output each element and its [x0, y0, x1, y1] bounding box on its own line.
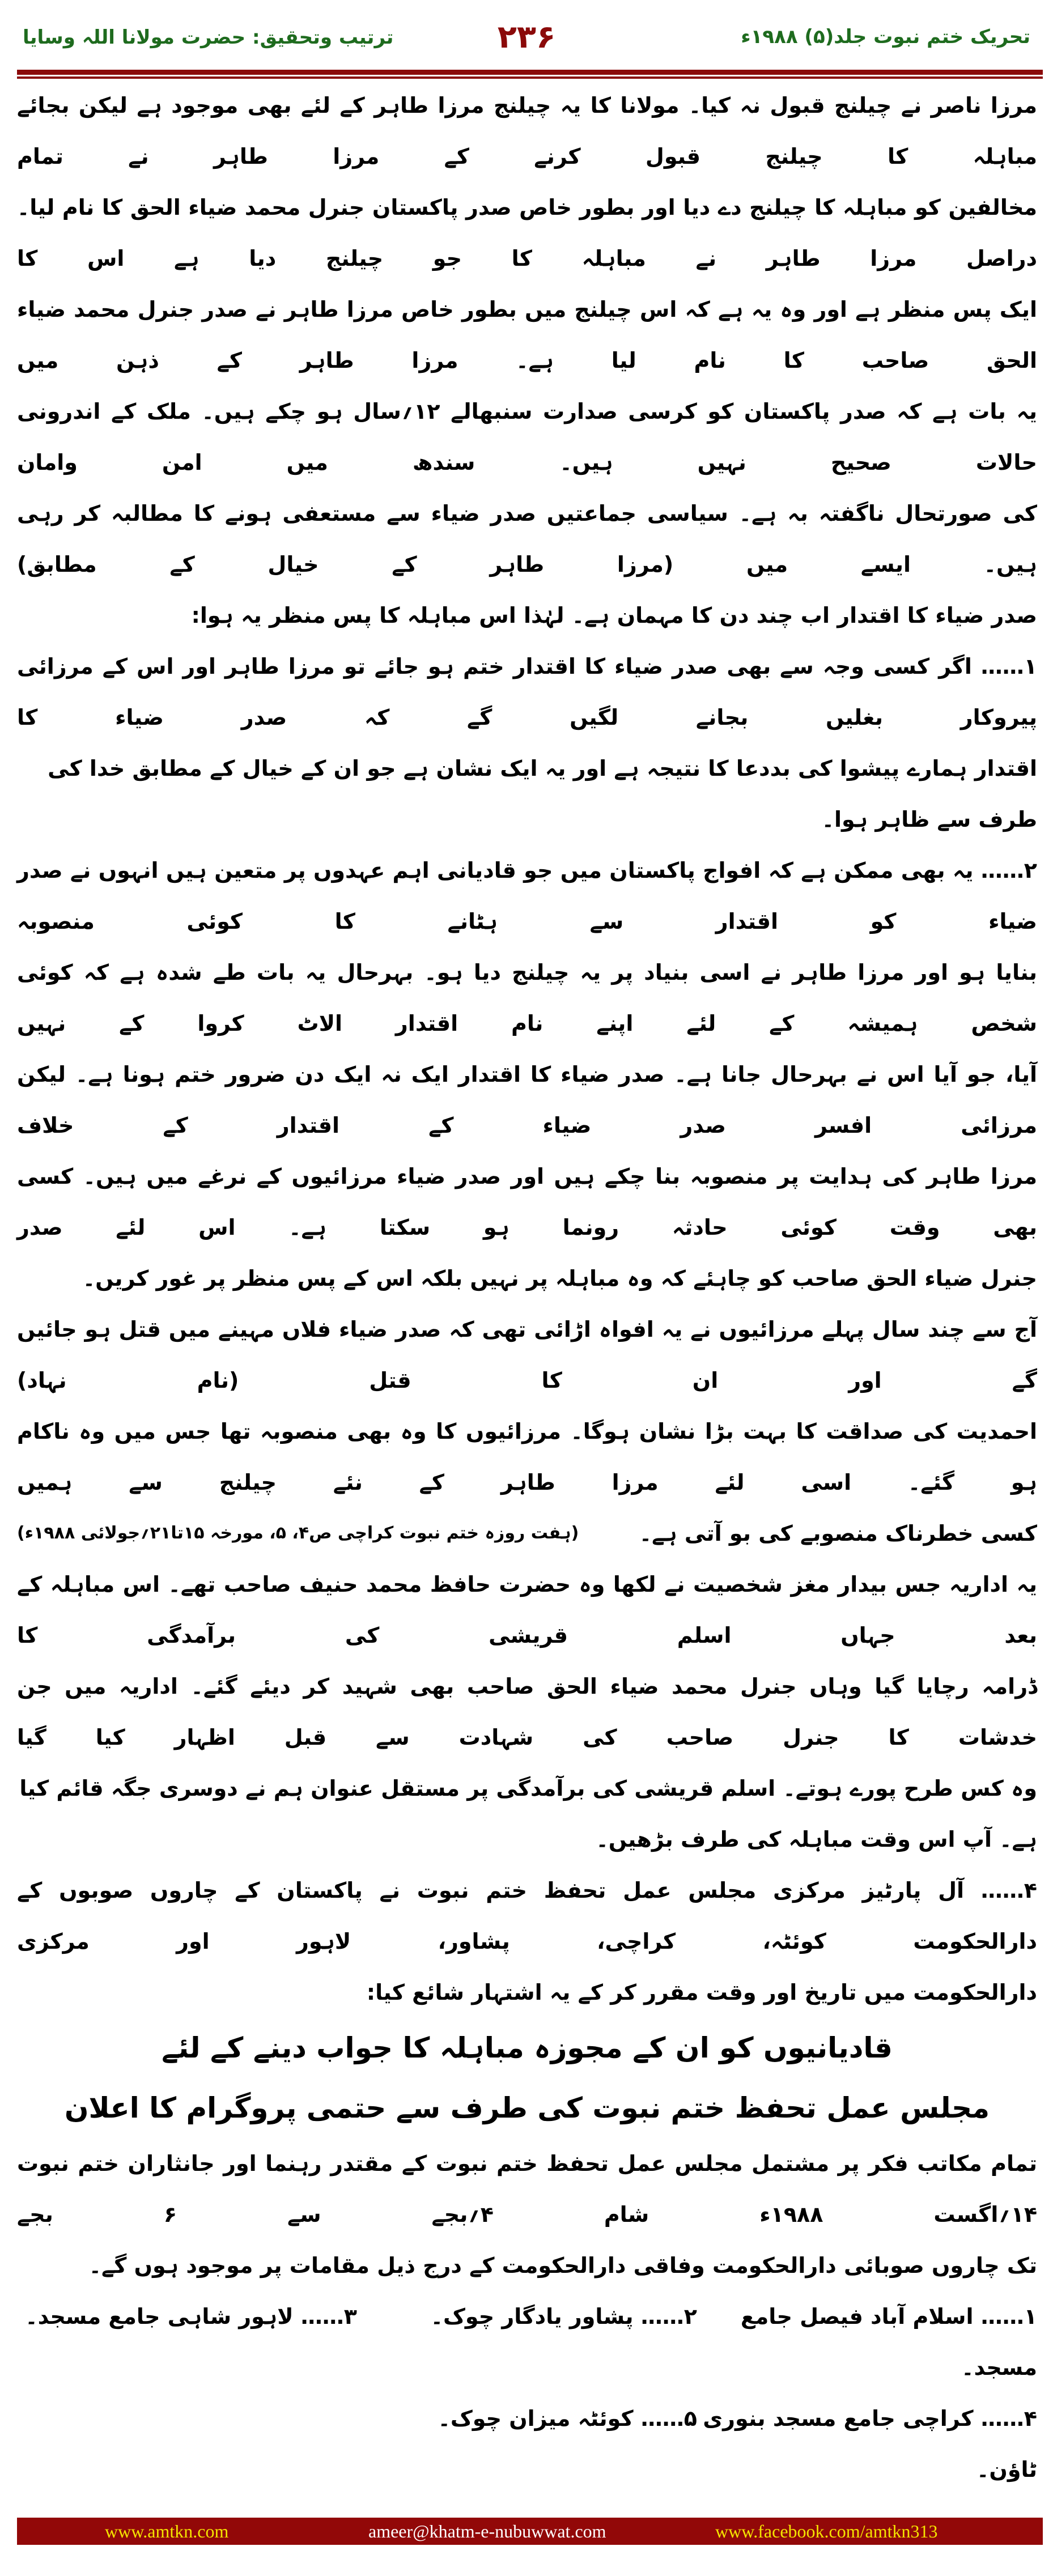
- location-item: ۱…… اسلام آباد فیصل جامع مسجد۔: [740, 2304, 1037, 2380]
- text-line: وہ کس طرح پورے ہوتے۔ اسلم قریشی کی برآمدگی پر مستقل عنوان ہم نے دوسری جگہ قائم کیا ہے۔ آپ اس وقت مباہلہ کی طرف بڑھیں۔: [19, 1776, 1037, 1852]
- text-line: یہ بات ہے کہ صدر پاکستان کو کرسی صدارت سنبھالے ۱۲؍سال ہو چکے ہیں۔ ملک کے اندرونی حالات صحیح نہیں ہیں۔ سندھ میں امن وامان: [17, 399, 1037, 475]
- text-line: دارالحکومت میں تاریخ اور وقت مقرر کر کے یہ اشتہار شائع کیا:: [366, 1980, 1037, 2005]
- text-line-with-citation: [17, 1508, 1037, 1559]
- page-number: ۲۳۶: [497, 18, 556, 56]
- compiler-credit: ترتیب وتحقیق: حضرت مولانا اللہ وسایا: [23, 25, 394, 49]
- text-line: مخالفین کو مباہلہ کا چیلنج دے دیا اور بطور خاص صدر پاکستان جنرل محمد ضیاء الحق کا نام لیا۔ دراصل مرزا طاہر نے مباہلہ کا جو چیلنج دیا ہے اس کا: [17, 195, 1037, 271]
- announcement-heading: قادیانیوں کو ان کے مجوزہ مباہلہ کا جواب دینے کے لئے: [162, 2031, 893, 2064]
- text-line: ۲…… یہ بھی ممکن ہے کہ افواج پاکستان میں جو قادیانی اہم عہدوں پر متعین ہیں انہوں نے صدر ضیاء کو اقتدار سے ہٹانے کا کوئی منصوبہ: [17, 858, 1037, 934]
- text-line: مرزا طاہر کی ہدایت پر منصوبہ بنا چکے ہیں اور صدر ضیاء مرزائیوں کے نرغے میں ہیں۔ کسی بھی وقت کوئی حادثہ رونما ہو سکتا ہے۔ اس لئے صدر: [17, 1164, 1037, 1240]
- location-item: ۵…… کوئٹہ میزان چوک۔: [438, 2406, 697, 2431]
- text-line: احمدیت کی صداقت کا بہت بڑا نشان ہوگا۔ مرزائیوں کا وہ بھی منصوبہ تھا جس میں وہ ناکام ہو گئے۔ اسی لئے مرزا طاہر کے نئے چیلنج سے ہمیں: [17, 1419, 1037, 1495]
- text-line: ۴…… آل پارٹیز مرکزی مجلس عمل تحفظ ختم نبوت نے پاکستان کے چاروں صوبوں کے دارالحکومت کوئٹہ، کراچی، پشاور، لاہور اور مرکزی: [17, 1878, 1037, 1954]
- website-link[interactable]: www.amtkn.com: [105, 2521, 229, 2541]
- text-line: مرزا ناصر نے چیلنج قبول نہ کیا۔ مولانا کا یہ چیلنج مرزا طاہر کے لئے بھی موجود ہے لیکن بجائے مباہلہ کا چیلنج قبول کرنے کے مرزا طاہر نے تمام: [17, 93, 1037, 169]
- text-line: آج سے چند سال پہلے مرزائیوں نے یہ افواہ اڑائی تھی کہ صدر ضیاء فلاں مہینے میں قتل ہو جائیں گے اور ان کا قتل (نام نہاد): [17, 1317, 1037, 1393]
- book-title: تحریک ختم نبوت جلد(۵) ۱۹۸۸ء: [741, 25, 1030, 48]
- text-line: کسی خطرناک منصوبے کی بو آتی ہے۔: [639, 1521, 1037, 1546]
- text-line: جنرل ضیاء الحق صاحب کو چاہئے کہ وہ مباہلہ پر نہیں بلکہ اس کے پس منظر پر غور کریں۔: [82, 1266, 1037, 1291]
- text-line: صدر ضیاء کا اقتدار اب چند دن کا مہمان ہے۔ لہٰذا اس مباہلہ کا پس منظر یہ ہوا:: [191, 603, 1037, 628]
- text-line: آیا، جو آیا اس نے بہرحال جانا ہے۔ صدر ضیاء کا اقتدار ایک نہ ایک دن ضرور ختم ہونا ہے۔ لیکن مرزائی افسر صدر ضیاء کے اقتدار کے خلاف: [17, 1062, 1037, 1138]
- facebook-link[interactable]: www.facebook.com/amtkn313: [715, 2521, 938, 2541]
- text-line: بنایا ہو اور مرزا طاہر نے اسی بنیاد پر یہ چیلنج دیا ہو۔ بہرحال یہ بات طے شدہ ہے کہ کوئی شخص ہمیشہ کے لئے اپنے نام اقتدار الاٹ کروا کے نہیں: [17, 960, 1037, 1036]
- header-rule-thick: [17, 70, 1043, 75]
- citation: (ہفت روزہ ختم نبوت کراچی ص۴، ۵، مورخہ ۱۵تا۲۱؍جولائی ۱۹۸۸ء): [17, 1523, 579, 1543]
- text-line: اقتدار ہمارے پیشوا کی بددعا کا نتیجہ ہے اور یہ ایک نشان ہے جو ان کے خیال کے مطابق خدا کی طرف سے ظاہر ہوا۔: [48, 756, 1037, 832]
- text-line: ڈرامہ رچایا گیا وہاں جنرل محمد ضیاء الحق صاحب بھی شہید کر دیئے گئے۔ اداریہ میں جن خدشات کا جنرل صاحب کی شہادت سے قبل اظہار کیا گیا: [17, 1674, 1037, 1750]
- announcement-heading: مجلس عمل تحفظ ختم نبوت کی طرف سے حتمی پروگرام کا اعلان: [64, 2092, 990, 2124]
- location-item: ۴…… کراچی جامع مسجد بنوری ٹاؤن۔: [703, 2406, 1037, 2482]
- announcement-text: تمام مکاتب فکر پر مشتمل مجلس عمل تحفظ ختم نبوت کے مقتدر رہنما اور جانثاران ختم نبوت ۱۴؍اگست ۱۹۸۸ء شام ۴؍بجے سے ۶ بجے: [17, 2151, 1038, 2227]
- email-link[interactable]: ameer@khatm-e-nubuwwat.com: [368, 2521, 606, 2541]
- announcement-text: تک چاروں صوبائی دارالحکومت وفاقی دارالحکومت کے درج ذیل مقامات پر موجود ہوں گے۔: [88, 2253, 1037, 2278]
- location-list: [17, 2291, 1037, 2393]
- text-line: ایک پس منظر ہے اور وہ یہ ہے کہ اس چیلنج میں بطور خاص مرزا طاہر نے صدر جنرل محمد ضیاء الحق صاحب کا نام لیا ہے۔ مرزا طاہر کے ذہن میں: [17, 297, 1037, 373]
- text-line: کی صورتحال ناگفتہ بہ ہے۔ سیاسی جماعتیں صدر ضیاء سے مستعفی ہونے کا مطالبہ کر رہی ہیں۔ ایسے میں (مرزا طاہر کے خیال کے مطابق): [17, 501, 1037, 577]
- page-body: [17, 80, 1037, 2495]
- footer-bar: [17, 2518, 1043, 2545]
- text-line: یہ اداریہ جس بیدار مغز شخصیت نے لکھا وہ حضرت حافظ محمد حنیف صاحب تھے۔ اس مباہلہ کے بعد جہاں اسلم قریشی کی برآمدگی کا: [17, 1572, 1037, 1648]
- header-rule-thin: [17, 76, 1043, 79]
- location-item: ۳…… لاہور شاہی جامع مسجد۔: [25, 2304, 357, 2329]
- text-line: ۱…… اگر کسی وجہ سے بھی صدر ضیاء کا اقتدار ختم ہو جائے تو مرزا طاہر اور اس کے مرزائی پیروکار بغلیں بجانے لگیں گے کہ صدر ضیاء کا: [17, 654, 1037, 730]
- location-list: [17, 2393, 1037, 2495]
- location-item: ۲…… پشاور یادگار چوک۔: [430, 2304, 697, 2329]
